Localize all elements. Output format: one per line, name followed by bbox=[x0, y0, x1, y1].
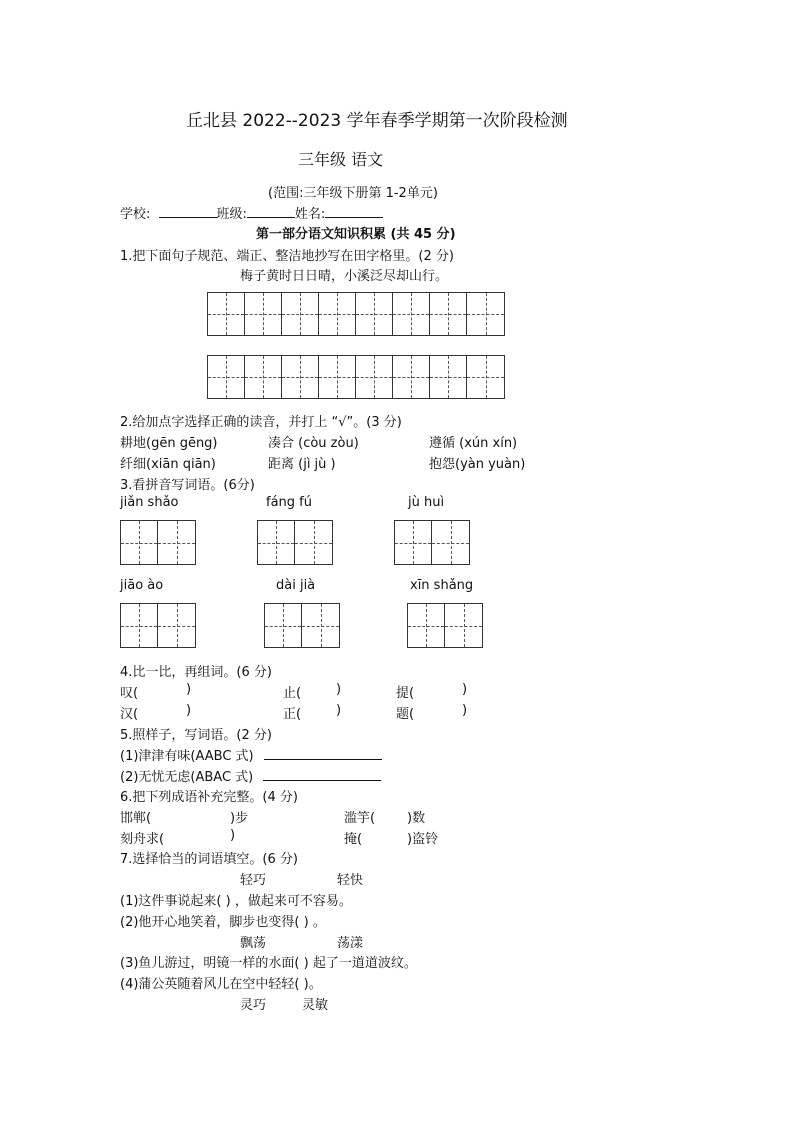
grid-cell[interactable] bbox=[408, 604, 445, 647]
q3-grid[interactable] bbox=[394, 520, 470, 565]
q7-option: 荡漾 bbox=[337, 936, 364, 951]
grid-cell[interactable] bbox=[356, 356, 393, 398]
q7-question: 7.选择恰当的词语填空。(6 分) bbox=[120, 852, 298, 867]
q7-option: 飘荡 bbox=[240, 936, 267, 951]
q7-sentence: (3)鱼儿游过，明镜一样的水面( ) 起了一道道波纹。 bbox=[120, 956, 417, 971]
q7-option: 轻快 bbox=[337, 873, 364, 888]
q5-item-1 bbox=[120, 745, 382, 764]
q4-question: 4.比一比，再组词。(6 分) bbox=[120, 665, 272, 680]
exam-scope: (范围:三年级下册第 1-2单元) bbox=[268, 186, 438, 201]
q4-close: ) bbox=[336, 682, 342, 697]
q5-answer-field[interactable] bbox=[263, 780, 381, 781]
grid-cell[interactable] bbox=[245, 356, 282, 398]
grid-cell[interactable] bbox=[319, 293, 356, 335]
q3-pinyin: jiǎn shǎo bbox=[120, 495, 179, 510]
q6-part: ) bbox=[230, 828, 236, 843]
grid-cell[interactable] bbox=[208, 293, 245, 335]
name-label: 姓名: bbox=[294, 207, 326, 222]
grid-cell[interactable] bbox=[282, 356, 319, 398]
grid-cell[interactable] bbox=[432, 521, 469, 564]
grid-cell[interactable] bbox=[395, 521, 432, 564]
grid-cell[interactable] bbox=[393, 293, 430, 335]
q7-option: 轻巧 bbox=[240, 873, 267, 888]
q7-sentence: (2)他开心地笑着，脚步也变得( ) 。 bbox=[120, 915, 326, 930]
q3-grid[interactable] bbox=[120, 520, 196, 565]
grid-cell[interactable] bbox=[430, 293, 467, 335]
q6-question: 6.把下列成语补充完整。(4 分) bbox=[120, 790, 298, 805]
q2-item: 遵循 (xún xín) bbox=[429, 436, 518, 451]
grade-subject: 三年级 语文 bbox=[298, 150, 384, 169]
q1-grid-row-2[interactable] bbox=[207, 355, 505, 399]
grid-cell[interactable] bbox=[158, 604, 195, 647]
grid-cell[interactable] bbox=[467, 356, 504, 398]
q4-close: ) bbox=[462, 703, 468, 718]
name-field[interactable] bbox=[325, 217, 383, 218]
q2-question: 2.给加点字选择正确的读音，并打上 “√”。(3 分) bbox=[120, 415, 402, 430]
q5-item-label: (1)津津有味(AABC 式) bbox=[120, 749, 254, 764]
q2-item: 纤细(xiān qiān) bbox=[120, 457, 216, 472]
school-field[interactable] bbox=[159, 217, 217, 218]
q4-close: ) bbox=[186, 703, 192, 718]
q4-char: 题( bbox=[396, 707, 415, 722]
q6-part: 掩( bbox=[344, 832, 363, 847]
q3-pinyin: jiāo ào bbox=[120, 578, 164, 593]
q2-item: 凑合 (còu zòu) bbox=[268, 436, 359, 451]
q5-item-2 bbox=[120, 766, 381, 785]
grid-cell[interactable] bbox=[295, 521, 332, 564]
q7-sentence: (4)蒲公英随着风儿在空中轻轻( )。 bbox=[120, 977, 322, 992]
q3-question: 3.看拼音写词语。(6分) bbox=[120, 478, 255, 493]
q6-part: )数 bbox=[407, 811, 426, 826]
q4-close: ) bbox=[186, 682, 192, 697]
q7-option: 灵巧 bbox=[240, 998, 267, 1013]
q4-close: ) bbox=[336, 703, 342, 718]
grid-cell[interactable] bbox=[208, 356, 245, 398]
grid-cell[interactable] bbox=[302, 604, 339, 647]
grid-cell[interactable] bbox=[121, 604, 158, 647]
q7-sentence: (1)这件事说起来( ) ，做起来可不容易。 bbox=[120, 894, 352, 909]
q3-pinyin: jù huì bbox=[408, 495, 445, 510]
grid-cell[interactable] bbox=[430, 356, 467, 398]
q2-item: 耕地(gēn gēng) bbox=[120, 436, 218, 451]
q6-part: )盗铃 bbox=[407, 832, 439, 847]
q3-grid[interactable] bbox=[257, 520, 333, 565]
grid-cell[interactable] bbox=[467, 293, 504, 335]
student-info-line bbox=[120, 203, 383, 222]
q4-close: ) bbox=[462, 682, 468, 697]
q4-char: 提( bbox=[396, 686, 415, 701]
grid-cell[interactable] bbox=[121, 521, 158, 564]
q6-part: 邯郸( bbox=[120, 811, 152, 826]
exam-title: 丘北县 2022--2023 学年春季学期第一次阶段检测 bbox=[186, 111, 568, 131]
q6-part: )步 bbox=[230, 811, 249, 826]
q7-option: 灵敏 bbox=[302, 998, 329, 1013]
q1-sentence: 梅子黄时日日晴，小溪泛尽却山行。 bbox=[240, 269, 449, 284]
q6-part: 滥竽( bbox=[344, 811, 376, 826]
grid-cell[interactable] bbox=[356, 293, 393, 335]
q5-question: 5.照样子，写词语。(2 分) bbox=[120, 728, 272, 743]
q3-pinyin: xīn shǎng bbox=[410, 578, 474, 593]
q4-char: 止( bbox=[283, 686, 302, 701]
grid-cell[interactable] bbox=[445, 604, 482, 647]
q5-item-label: (2)无忧无虑(ABAC 式) bbox=[120, 770, 254, 785]
q2-item: 抱怨(yàn yuàn) bbox=[429, 457, 526, 472]
q4-char: 汉( bbox=[120, 707, 139, 722]
grid-cell[interactable] bbox=[282, 293, 319, 335]
grid-cell[interactable] bbox=[393, 356, 430, 398]
grid-cell[interactable] bbox=[158, 521, 195, 564]
q1-grid-row-1[interactable] bbox=[207, 292, 505, 336]
part1-heading: 第一部分语文知识积累 (共 45 分) bbox=[256, 227, 456, 242]
q3-grid[interactable] bbox=[264, 603, 340, 648]
school-label: 学校: bbox=[120, 207, 151, 222]
class-label: 班级: bbox=[216, 207, 247, 222]
grid-cell[interactable] bbox=[245, 293, 282, 335]
q6-part: 刻舟求( bbox=[120, 832, 165, 847]
q2-item: 距离 (jì jù ) bbox=[268, 457, 336, 472]
q3-pinyin: fáng fú bbox=[266, 495, 312, 510]
q3-grid[interactable] bbox=[120, 603, 196, 648]
q3-pinyin: dài jià bbox=[276, 578, 316, 593]
q5-answer-field[interactable] bbox=[264, 759, 382, 760]
grid-cell[interactable] bbox=[265, 604, 302, 647]
grid-cell[interactable] bbox=[258, 521, 295, 564]
q1-question: 1.把下面句子规范、端正、整洁地抄写在田字格里。(2 分) bbox=[120, 249, 454, 264]
q4-char: 叹( bbox=[120, 686, 139, 701]
q4-char: 正( bbox=[283, 707, 302, 722]
q3-grid[interactable] bbox=[407, 603, 483, 648]
grid-cell[interactable] bbox=[319, 356, 356, 398]
class-field[interactable] bbox=[247, 217, 295, 218]
